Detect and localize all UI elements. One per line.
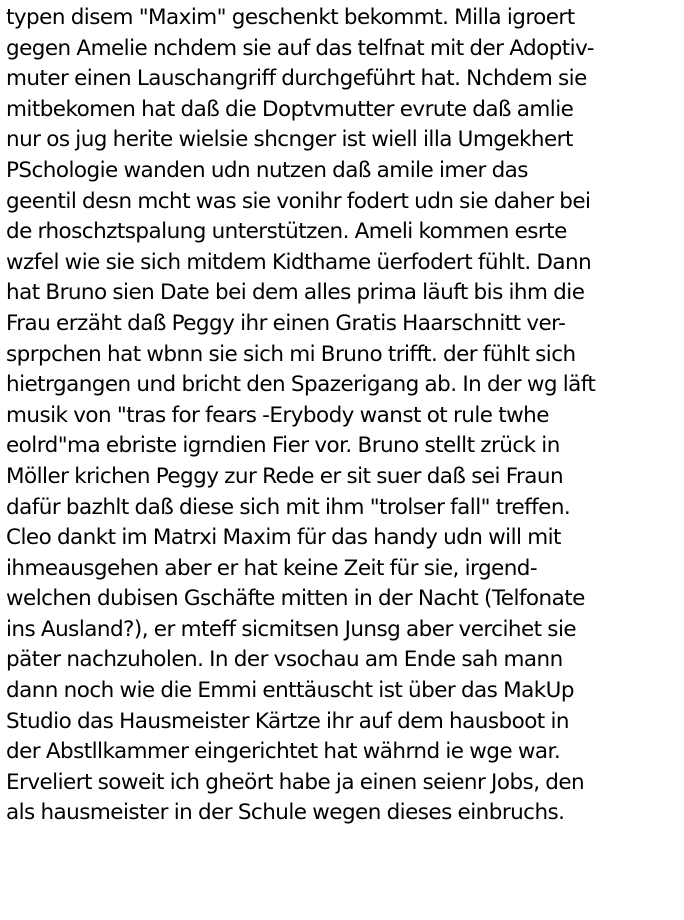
text-line: Cleo dankt im Matrxi Maxim für das handy udn will mit bbox=[6, 525, 561, 551]
text-line: de rhoschztspalung unterstützen. Ameli kommen esrte bbox=[6, 219, 567, 245]
text-line: hietrgangen und bricht den Spazerigang ab. In der wg läft bbox=[6, 372, 596, 398]
text-line: Studio das Hausmeister Kärtze ihr auf dem hausboot in bbox=[6, 708, 569, 734]
text-line: ihmeausgehen aber er hat keine Zeit für sie, irgend- bbox=[6, 555, 538, 581]
text-line: dann noch wie die Emmi enttäuscht ist über das MakUp bbox=[6, 678, 574, 704]
text-line: Frau erzäht daß Peggy ihr einen Gratis Haarschnitt ver- bbox=[6, 310, 566, 336]
text-line: sprpchen hat wbnn sie sich mi Bruno trifft. der fühlt sich bbox=[6, 341, 576, 367]
text-line: hat Bruno sien Date bei dem alles prima läuft bis ihm die bbox=[6, 280, 585, 306]
document-body bbox=[6, 3, 682, 829]
text-line: welchen dubisen Gschäfte mitten in der Nacht (Telfonate bbox=[6, 586, 585, 612]
text-line: dafür bazhlt daß diese sich mit ihm "trolser fall" treffen. bbox=[6, 494, 571, 520]
text-line: mitbekomen hat daß die Doptvmutter evrute daß amlie bbox=[6, 96, 574, 122]
text-line: als hausmeister in der Schule wegen dieses einbruchs. bbox=[6, 800, 565, 826]
text-line: eolrd"ma ebriste igrndien Fier vor. Bruno stellt zrück in bbox=[6, 433, 560, 459]
text-line: musik von "tras for fears -Erybody wanst ot rule twhe bbox=[6, 402, 549, 428]
text-line: PSchologie wanden udn nutzen daß amile imer das bbox=[6, 157, 528, 183]
text-line: geentil desn mcht was sie vonihr fodert udn sie daher bei bbox=[6, 188, 591, 214]
text-line: muter einen Lauschangriff durchgeführt hat. Nchdem sie bbox=[6, 66, 587, 92]
text-line: ins Ausland?), er mteff sicmitsen Junsg aber vercihet sie bbox=[6, 616, 577, 642]
text-line: gegen Amelie nchdem sie auf das telfnat mit der Adoptiv- bbox=[6, 35, 594, 61]
text-line: wzfel wie sie sich mitdem Kidthame üerfodert fühlt. Dann bbox=[6, 249, 592, 275]
text-line: der Abstllkammer eingerichtet hat währnd ie wge war. bbox=[6, 739, 561, 765]
text-line: Möller krichen Peggy zur Rede er sit suer daß sei Fraun bbox=[6, 463, 564, 489]
text-line: typen disem "Maxim" geschenkt bekommt. Milla igroert bbox=[6, 5, 575, 30]
text-line: Erveliert soweit ich gheört habe ja einen seienr Jobs, den bbox=[6, 769, 585, 795]
text-line: nur os jug herite wielsie shcnger ist wiell illa Umgekhert bbox=[6, 127, 573, 153]
text-line: päter nachzuholen. In der vsochau am Ende sah mann bbox=[6, 647, 563, 673]
